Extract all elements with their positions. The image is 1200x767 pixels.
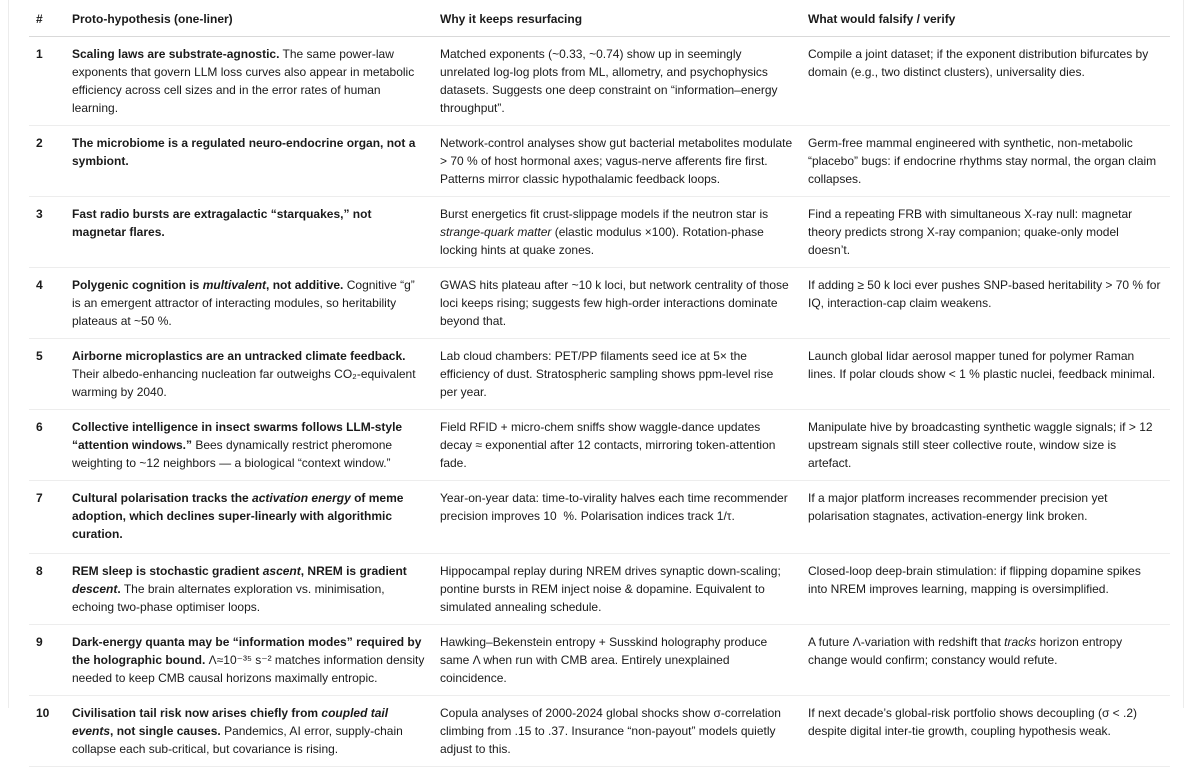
hypothesis-cell [65,625,433,696]
falsify-cell: If a major platform increases recommender precision yet polarisation stagnates, activation-energy link broken. [801,481,1170,554]
why-text-italic: strange-quark matter [440,225,552,239]
why-cell: GWAS hits plateau after ~10 k loci, but network centrality of those loci keeps rising; suggests few high-order interactions dominate beyond that. [433,268,801,339]
falsify-cell: If adding ≥ 50 k loci ever pushes SNP-based heritability > 70 % for IQ, interaction-cap claim weakens. [801,268,1170,339]
table-row [29,625,1170,696]
falsify-text-a: A future Λ-variation with redshift that [808,635,1005,649]
row-number: 5 [29,339,65,410]
table-row [29,197,1170,268]
hypothesis-title-b: of meme adoption, which declines super-linearly with algorithmic curation. [72,491,404,541]
row-number: 8 [29,554,65,625]
hypothesis-title-italic: coupled tail events [72,706,389,738]
hypothesis-detail: Bees dynamically restrict pheromone weighting to ~12 neighbors — a biological “context window.” [72,438,393,470]
table-row [29,339,1170,410]
hypothesis-title-a: Cultural polarisation tracks the [72,491,253,505]
hypothesis-title-italic: ascent [262,564,301,578]
table-row [29,268,1170,339]
table-header-row [29,0,1170,37]
row-number: 10 [29,696,65,767]
hypothesis-detail: Cognitive “g” is an emergent attractor of interacting modules, so heritability plateaus at ~50 %. [72,278,415,328]
falsify-cell: If next decade’s global-risk portfolio shows decoupling (σ < .2) despite digital inter-tie growth, coupling hypothesis weak. [801,696,1170,767]
hypothesis-cell [65,126,433,197]
why-cell: Matched exponents (~0.33, ~0.74) show up in seemingly unrelated log-log plots from ML, allometry, and psychophysics datasets. Suggests one deep constraint on “information–energy throughput”. [433,37,801,126]
header-falsify: What would falsify / verify [801,0,1170,37]
hypothesis-title: Airborne microplastics are an untracked climate feedback. [72,349,406,363]
hypothesis-title: Fast radio bursts are extragalactic “starquakes,” not magnetar flares. [72,207,372,239]
why-cell: Field RFID + micro-chem sniffs show waggle-dance updates decay ≈ exponential after 12 contacts, mirroring token-attention fade. [433,410,801,481]
table-row [29,410,1170,481]
row-number: 1 [29,37,65,126]
row-number: 6 [29,410,65,481]
falsify-cell: Find a repeating FRB with simultaneous X-ray null: magnetar theory predicts strong X-ray companion; quake-only model doesn’t. [801,197,1170,268]
hypothesis-title: Scaling laws are substrate-agnostic. [72,47,280,61]
falsify-cell: Compile a joint dataset; if the exponent distribution bifurcates by domain (e.g., two distinct clusters), universality dies. [801,37,1170,126]
hypothesis-detail: Pandemics, AI error, supply-chain collapse each sub-critical, but covariance is rising. [72,724,403,756]
hypothesis-cell [65,339,433,410]
why-text-a: Burst energetics fit crust-slippage models if the neutron star is [440,207,769,221]
hypothesis-title: Collective intelligence in insect swarms follows LLM-style “attention windows.” [72,420,403,452]
falsify-text-b: horizon entropy change would confirm; constancy would refute. [808,635,1123,667]
header-hypothesis: Proto-hypothesis (one-liner) [65,0,433,37]
falsify-cell: Closed-loop deep-brain stimulation: if flipping dopamine spikes into NREM improves learning, mapping is oversimplified. [801,554,1170,625]
hypothesis-table [29,0,1170,767]
hypothesis-title-b: , NREM is gradient [300,564,407,578]
hypothesis-title-italic: activation energy [252,491,351,505]
why-cell: Year-on-year data: time-to-virality halves each time recommender precision improves 10 %. Polarisation indices track 1/τ. [433,481,801,554]
header-number: # [29,0,65,37]
row-number: 7 [29,481,65,554]
document-frame [8,0,1184,756]
why-cell: Network-control analyses show gut bacterial metabolites modulate > 70 % of host hormonal axes; vagus-nerve afferents fire first. Patterns mirror classic hypothalamic feedback loops. [433,126,801,197]
hypothesis-cell [65,37,433,126]
row-number: 4 [29,268,65,339]
header-why: Why it keeps resurfacing [433,0,801,37]
hypothesis-cell [65,696,433,767]
hypothesis-detail: Their albedo-enhancing nucleation far outweighs CO₂-equivalent warming by 2040. [72,367,416,399]
hypothesis-title-b: , not additive. [266,278,344,292]
table-row [29,481,1170,554]
why-cell [433,197,801,268]
hypothesis-detail: The same power-law exponents that govern LLM loss curves also appear in metabolic efficiency across cell sizes and in the error rates of human learning. [72,47,415,115]
row-number: 3 [29,197,65,268]
why-cell: Hippocampal replay during NREM drives synaptic down-scaling; pontine bursts in REM inject noise & dopamine. Equivalent to simulated annealing schedule. [433,554,801,625]
falsify-cell [801,625,1170,696]
hypothesis-cell [65,554,433,625]
hypothesis-title: The microbiome is a regulated neuro-endocrine organ, not a symbiont. [72,136,416,168]
row-number: 2 [29,126,65,197]
why-cell: Hawking–Bekenstein entropy + Susskind holography produce same Λ when run with CMB area. Entirely unexplained coincidence. [433,625,801,696]
hypothesis-cell [65,410,433,481]
hypothesis-cell [65,481,433,554]
why-cell: Copula analyses of 2000-2024 global shocks show σ-correlation climbing from .15 to .37. Insurance “non-payout” models quietly adjust to this. [433,696,801,767]
hypothesis-title-b: , not single causes. [110,724,221,738]
hypothesis-title: Dark-energy quanta may be “information modes” required by the holographic bound. [72,635,422,667]
why-text-b: (elastic modulus ×100). Rotation-phase locking hints at quake zones. [440,225,764,257]
table-row [29,554,1170,625]
hypothesis-cell [65,197,433,268]
hypothesis-title-a: Polygenic cognition is [72,278,203,292]
hypothesis-detail: The brain alternates exploration vs. minimisation, echoing two-phase optimiser loops. [72,582,385,614]
row-number: 9 [29,625,65,696]
why-cell: Lab cloud chambers: PET/PP filaments seed ice at 5× the efficiency of dust. Stratospheric sampling shows ppm-level rise per year. [433,339,801,410]
hypothesis-cell [65,268,433,339]
hypothesis-title-a: Civilisation tail risk now arises chiefly from [72,706,322,720]
hypothesis-title-a: REM sleep is stochastic gradient [72,564,263,578]
table-row [29,126,1170,197]
falsify-text-italic: tracks [1004,635,1037,649]
table-row [29,696,1170,767]
table-row [29,37,1170,126]
falsify-cell: Manipulate hive by broadcasting synthetic waggle signals; if > 12 upstream signals still steer collective route, window size is artefact. [801,410,1170,481]
hypothesis-title-c: . [117,582,121,596]
falsify-cell: Germ-free mammal engineered with synthetic, non-metabolic “placebo” bugs: if endocrine rhythms stay normal, the organ claim collapses. [801,126,1170,197]
hypothesis-title-italic-2: descent [72,582,118,596]
hypothesis-title-italic: multivalent [202,278,267,292]
hypothesis-detail: Λ≈10⁻³⁵ s⁻² matches information density needed to keep CMB causal horizons maximally entropic. [72,653,425,685]
falsify-cell: Launch global lidar aerosol mapper tuned for polymer Raman lines. If polar clouds show < 1 % plastic nuclei, feedback minimal. [801,339,1170,410]
